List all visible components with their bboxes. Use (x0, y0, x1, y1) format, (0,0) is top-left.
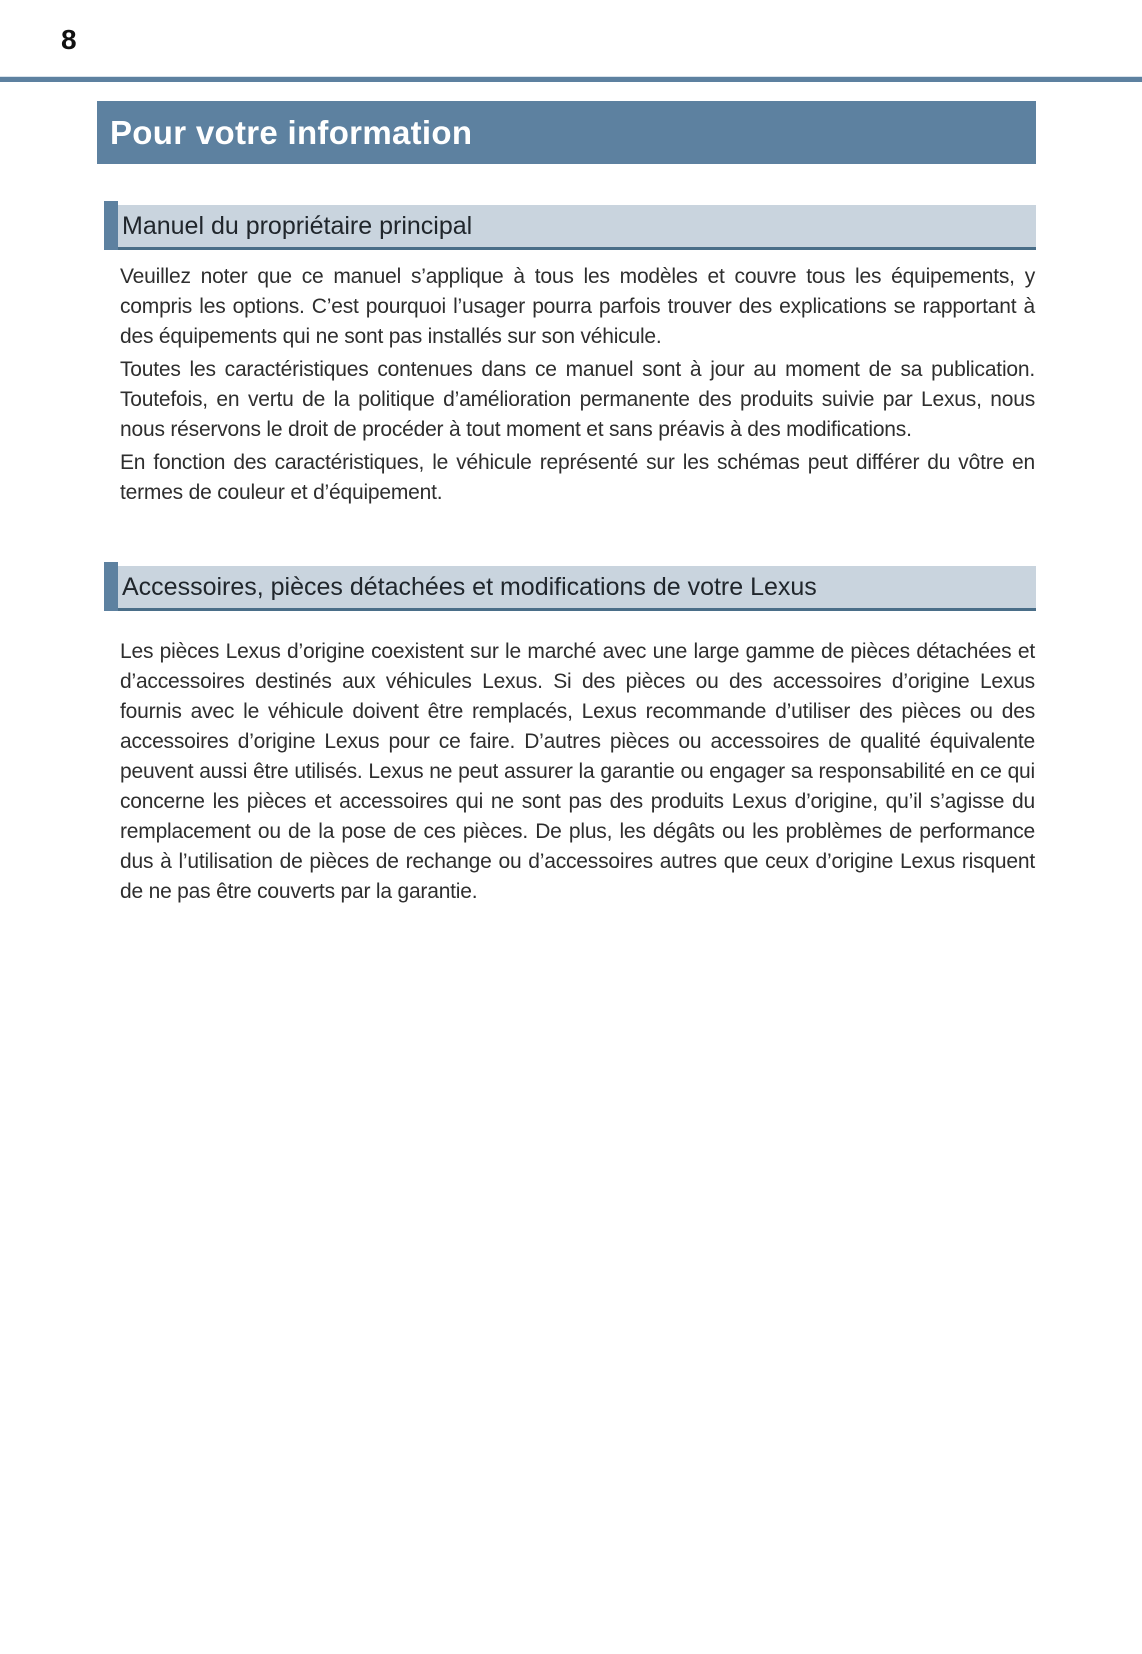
chapter-banner (97, 101, 1036, 164)
section-heading (104, 205, 1036, 250)
chapter-title: Pour votre information (110, 113, 473, 151)
heading-accent-bar (104, 201, 118, 250)
page-content (0, 82, 1142, 907)
paragraph: En fonction des caractéristiques, le véhicule représenté sur les schémas peut différer du vôtre en termes de couleur et d’équipement. (120, 451, 1035, 504)
page-number: 8 (61, 24, 77, 55)
paragraph: Veuillez noter que ce manuel s’applique à tous les modèles et couvre tous les équipements, y compris les options. C’est pourquoi l’usager pourra parfois trouver des explications se rapportant à des équipements qui ne sont pas installés sur son véhicule. (120, 265, 1035, 348)
section-accessoires (0, 566, 1142, 907)
section-heading-label: Accessoires, pièces détachées et modifications de votre Lexus (122, 572, 817, 601)
section-heading-label: Manuel du propriétaire principal (122, 211, 473, 240)
section-manuel (0, 205, 1142, 508)
paragraph: Les pièces Lexus d’origine coexistent sur le marché avec une large gamme de pièces détachées et d’accessoires destinés aux véhicules Lexus. Si des pièces ou des accessoires d’origine Lexus fournis avec le véhicule doivent être remplacés, Lexus recommande d’utiliser des pièces ou des accessoires d’origine Lexus pour ce faire. D’autres pièces ou accessoires de qualité équivalente peuvent aussi être utilisés. Lexus ne peut assurer la garantie ou engager sa responsabilité en ce qui concerne les pièces et accessoires qui ne sont pas des produits Lexus d’origine, qu’il s’agisse du remplacement ou de la pose de ces pièces. De plus, les dégâts ou les problèmes de performance dus à l’utilisation de pièces de rechange ou d’accessoires autres que ceux d’origine Lexus risquent de ne pas être couverts par la garantie. (120, 640, 1035, 903)
heading-accent-bar (104, 562, 118, 611)
paragraph: Toutes les caractéristiques contenues dans ce manuel sont à jour au moment de sa publication. Toutefois, en vertu de la politique d’amélioration permanente des produits suivie par Lexus, nous nous réservons le droit de procéder à tout moment et sans préavis à des modifications. (120, 358, 1035, 441)
section-heading (104, 566, 1036, 611)
